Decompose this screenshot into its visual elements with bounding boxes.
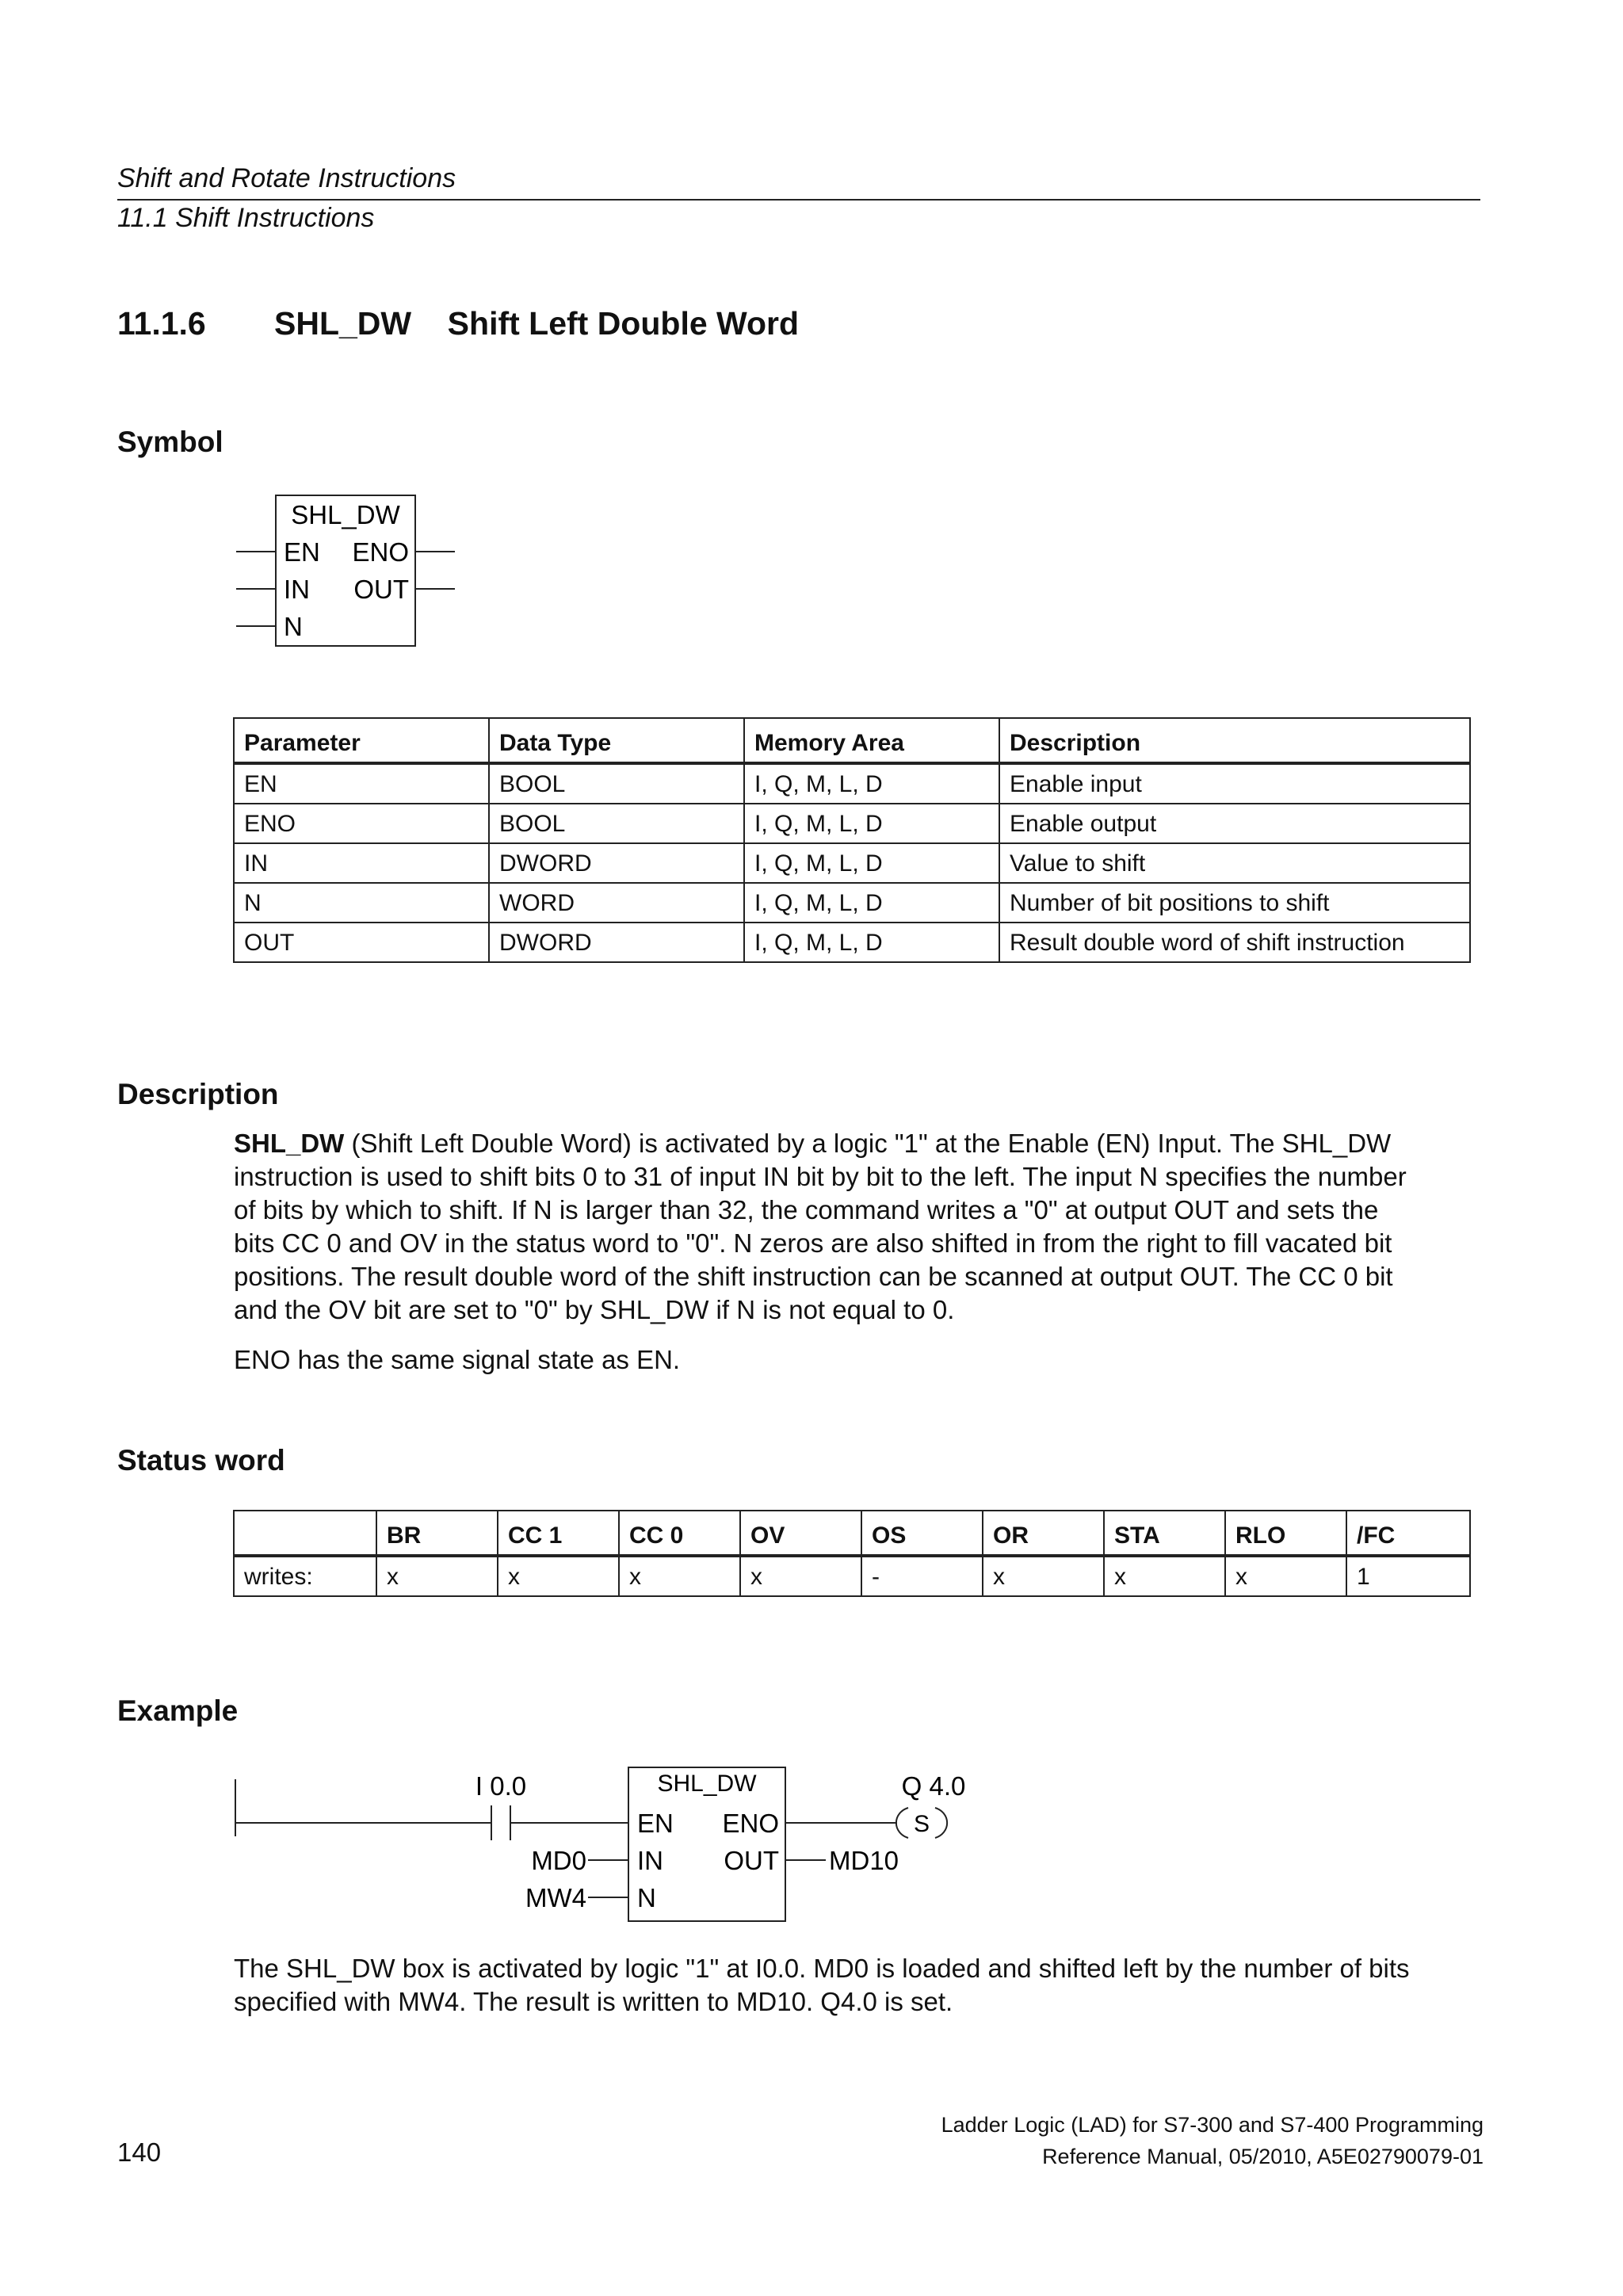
symbol-pin-en: EN [284,537,320,567]
table-cell: N [234,883,489,923]
column-header: BR [376,1511,498,1556]
parameter-table-header [234,718,1470,763]
example-box-name: SHL_DW [657,1771,757,1797]
description-line: positions. The result double word of the shift instruction can be scanned at output OUT. The CC 0 bit [234,1262,1393,1291]
status-word-heading: Status word [117,1444,285,1477]
status-word-header [234,1511,1470,1556]
column-header: Parameter [234,718,489,763]
column-header: CC 0 [619,1511,740,1556]
column-header: Data Type [489,718,744,763]
description-line: and the OV bit are set to "0" by SHL_DW if N is not equal to 0. [234,1295,955,1324]
description-heading: Description [117,1078,279,1110]
footer-manual-title: Ladder Logic (LAD) for S7-300 and S7-400 Programming [941,2113,1484,2137]
example-pin-eno: ENO [722,1809,779,1838]
example-heading: Example [117,1694,239,1727]
example-caption-line: The SHL_DW box is activated by logic "1" at I0.0. MD0 is loaded and shifted left by the number of bits [234,1954,1410,1983]
table-cell: I, Q, M, L, D [744,883,999,923]
header-rule [117,199,1480,201]
table-row [234,763,1470,804]
table-cell: OUT [234,923,489,962]
column-header: CC 1 [498,1511,619,1556]
example-pin-en: EN [637,1809,674,1838]
table-cell: DWORD [489,843,744,883]
table-cell: BOOL [489,763,744,804]
n-operand: MW4 [525,1883,586,1912]
table-cell: x [1104,1556,1225,1596]
description-line: instruction is used to shift bits 0 to 31 of input IN bit by bit to the left. The input N specifies the number [234,1162,1407,1191]
table-cell: EN [234,763,489,804]
description-paragraph [234,1127,1502,1327]
table-cell: Enable output [999,804,1470,843]
symbol-pin-out: OUT [353,575,409,604]
table-cell: Enable input [999,763,1470,804]
table-cell: x [740,1556,861,1596]
coil-symbol: S [913,1811,930,1837]
table-cell: I, Q, M, L, D [744,804,999,843]
table-cell: WORD [489,883,744,923]
symbol-box-name: SHL_DW [291,500,400,529]
table-cell: 1 [1346,1556,1470,1596]
table-cell: x [983,1556,1104,1596]
coil-label: Q 4.0 [901,1771,966,1801]
column-header: OS [861,1511,983,1556]
table-row [234,843,1470,883]
section-title: SHL_DW Shift Left Double Word [274,305,800,342]
page-number: 140 [117,2137,162,2167]
out-operand: MD10 [829,1846,899,1875]
table-cell: ENO [234,804,489,843]
table-cell: x [498,1556,619,1596]
table-cell: - [861,1556,983,1596]
column-header [234,1511,376,1556]
example-ladder-diagram [222,1755,1014,1934]
coil-left-arc [896,1808,908,1838]
column-header: STA [1104,1511,1225,1556]
example-caption [234,1952,1502,2019]
header-section: 11.1 Shift Instructions [117,203,375,233]
example-pin-out: OUT [724,1846,779,1875]
column-header: RLO [1225,1511,1346,1556]
table-cell: x [376,1556,498,1596]
status-word-table [233,1510,1471,1597]
table-cell: Result double word of shift instruction [999,923,1470,962]
table-cell: Value to shift [999,843,1470,883]
contact-label: I 0.0 [475,1771,527,1801]
coil-right-arc [935,1808,947,1838]
symbol-block-diagram [230,487,468,650]
symbol-pin-n: N [284,612,303,641]
column-header: OR [983,1511,1104,1556]
description-lead: SHL_DW [234,1129,345,1158]
table-cell: x [619,1556,740,1596]
column-header: Memory Area [744,718,999,763]
description-line: bits CC 0 and OV in the status word to "0". N zeros are also shifted in from the right to fill vacated bit [234,1228,1392,1258]
table-cell: DWORD [489,923,744,962]
in-operand: MD0 [531,1846,586,1875]
header-chapter: Shift and Rotate Instructions [117,163,456,193]
table-cell: I, Q, M, L, D [744,923,999,962]
column-header: Description [999,718,1470,763]
table-row [234,883,1470,923]
table-cell: writes: [234,1556,376,1596]
column-header: /FC [1346,1511,1470,1556]
example-caption-line: specified with MW4. The result is written to MD10. Q4.0 is set. [234,1987,953,2016]
section-number: 11.1.6 [117,305,206,342]
eno-note: ENO has the same signal state as EN. [234,1345,681,1374]
table-row [234,923,1470,962]
symbol-pin-eno: ENO [352,537,409,567]
table-row [234,1556,1470,1596]
description-line: (Shift Left Double Word) is activated by a logic "1" at the Enable (EN) Input. The SHL_DW [344,1129,1392,1158]
symbol-heading: Symbol [117,426,223,458]
footer-manual-ref: Reference Manual, 05/2010, A5E02790079-01 [1042,2145,1484,2168]
table-cell: x [1225,1556,1346,1596]
table-row [234,804,1470,843]
table-cell: IN [234,843,489,883]
table-cell: Number of bit positions to shift [999,883,1470,923]
table-cell: I, Q, M, L, D [744,843,999,883]
column-header: OV [740,1511,861,1556]
table-cell: I, Q, M, L, D [744,763,999,804]
symbol-pin-in: IN [284,575,310,604]
description-line: of bits by which to shift. If N is larger than 32, the command writes a "0" at output OUT and sets the [234,1195,1379,1224]
example-pin-n: N [637,1883,656,1912]
example-pin-in: IN [637,1846,663,1875]
parameter-table [233,717,1471,963]
table-cell: BOOL [489,804,744,843]
